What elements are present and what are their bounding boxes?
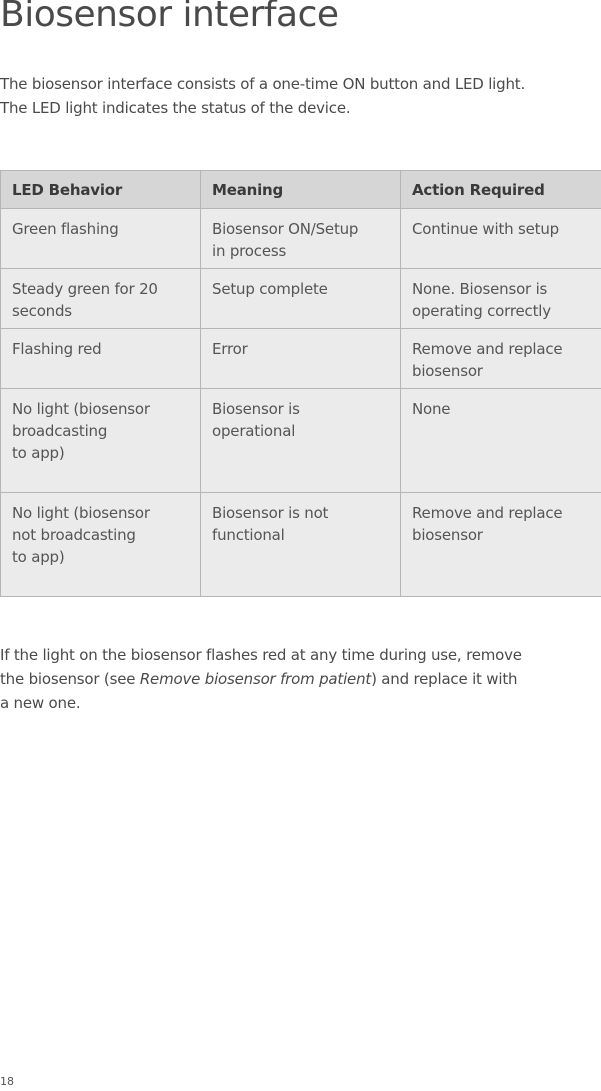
cell-led-behavior bbox=[1, 269, 201, 329]
cell-action-required bbox=[401, 209, 601, 269]
intro-paragraph bbox=[0, 72, 601, 120]
cell-line: biosensor bbox=[412, 526, 483, 544]
table-row bbox=[1, 209, 601, 269]
intro-line: The biosensor interface consists of a one-time ON button and LED light. bbox=[0, 75, 526, 93]
cell-line: to app) bbox=[12, 444, 65, 462]
cell-line: in process bbox=[212, 242, 287, 260]
cell-led-behavior bbox=[1, 493, 201, 597]
cell-line: No light (biosensor bbox=[12, 400, 150, 418]
cell-action-required bbox=[401, 493, 601, 597]
table-row bbox=[1, 389, 601, 493]
cell-line: Continue with setup bbox=[412, 220, 559, 238]
cell-line: None bbox=[412, 400, 451, 418]
cell-line: Remove and replace bbox=[412, 340, 563, 358]
header-led-behavior: LED Behavior bbox=[1, 171, 201, 209]
cell-led-behavior bbox=[1, 209, 201, 269]
cell-meaning bbox=[201, 209, 401, 269]
cell-line: Biosensor is bbox=[212, 400, 300, 418]
cell-action-required bbox=[401, 389, 601, 493]
cell-led-behavior bbox=[1, 329, 201, 389]
cell-line: not broadcasting bbox=[12, 526, 136, 544]
cell-line: Biosensor is not bbox=[212, 504, 329, 522]
footer-paragraph bbox=[0, 643, 601, 715]
footer-line: a new one. bbox=[0, 694, 81, 712]
table-row bbox=[1, 269, 601, 329]
table-row bbox=[1, 329, 601, 389]
cell-line: Biosensor ON/Setup bbox=[212, 220, 359, 238]
cross-reference: Remove biosensor from patient bbox=[139, 670, 372, 688]
cell-line: Error bbox=[212, 340, 248, 358]
table-row bbox=[1, 493, 601, 597]
cell-line: functional bbox=[212, 526, 285, 544]
cell-line: operating correctly bbox=[412, 302, 551, 320]
cell-line: broadcasting bbox=[12, 422, 108, 440]
led-status-table bbox=[0, 170, 601, 597]
page-title: Biosensor interface bbox=[0, 0, 339, 35]
cell-line: to app) bbox=[12, 548, 65, 566]
cell-line: No light (biosensor bbox=[12, 504, 150, 522]
cell-meaning bbox=[201, 329, 401, 389]
cell-line: Flashing red bbox=[12, 340, 102, 358]
cell-line: Steady green for 20 bbox=[12, 280, 158, 298]
header-meaning: Meaning bbox=[201, 171, 401, 209]
footer-text-segment: ) and replace it with bbox=[371, 670, 518, 688]
intro-line: The LED light indicates the status of the device. bbox=[0, 99, 351, 117]
cell-line: Remove and replace bbox=[412, 504, 563, 522]
cell-meaning bbox=[201, 493, 401, 597]
cell-line: None. Biosensor is bbox=[412, 280, 548, 298]
cell-action-required bbox=[401, 269, 601, 329]
cell-meaning bbox=[201, 269, 401, 329]
page-number: 18 bbox=[0, 1075, 14, 1088]
cell-line: Setup complete bbox=[212, 280, 328, 298]
cell-line: operational bbox=[212, 422, 296, 440]
cell-line: Green flashing bbox=[12, 220, 119, 238]
cell-meaning bbox=[201, 389, 401, 493]
header-action-required: Action Required bbox=[401, 171, 601, 209]
table-header-row bbox=[1, 171, 601, 209]
cell-line: biosensor bbox=[412, 362, 483, 380]
footer-text-segment: the biosensor (see bbox=[0, 670, 140, 688]
cell-action-required bbox=[401, 329, 601, 389]
cell-line: seconds bbox=[12, 302, 72, 320]
cell-led-behavior bbox=[1, 389, 201, 493]
footer-line: If the light on the biosensor flashes red at any time during use, remove bbox=[0, 646, 522, 664]
footer-line bbox=[0, 667, 601, 691]
